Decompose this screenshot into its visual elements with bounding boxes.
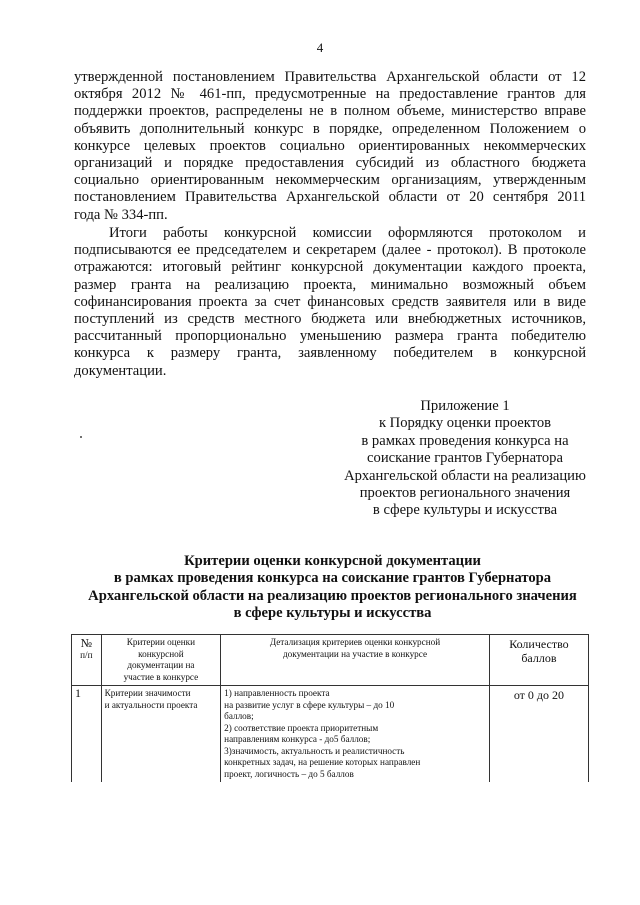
criteria-table (71, 634, 589, 782)
row-details-line: направлениям конкурса - до5 баллов; (224, 734, 371, 744)
body-paragraph-2 (74, 225, 586, 380)
text-line: года № 334-пп. (74, 206, 168, 223)
row-details-line: на развитие услуг в сфере культуры – до 10 (224, 699, 395, 710)
row-score: от 0 до 20 (489, 686, 588, 783)
row-details-line: проект, логичность – до 5 баллов (224, 768, 354, 779)
text-line: рассчитанный пропорционально уменьшению размера гранта победителю (74, 328, 586, 345)
appendix-line: Приложение 1 (420, 398, 510, 414)
row-details-line: 3)значимость, актуальность и реалистичность (224, 745, 405, 756)
header-num-line: п/п (80, 650, 93, 660)
row-criteria-line: Критерии значимости (104, 688, 191, 698)
header-score-line: Количество (509, 637, 569, 651)
row-criteria (101, 686, 221, 783)
scan-speck (80, 436, 82, 438)
text-line: документации. (74, 362, 167, 379)
text-line: отражаются: итоговый рейтинг конкурсной документации каждого проекта, (74, 259, 586, 276)
body-paragraph-1 (74, 69, 586, 224)
appendix-heading (330, 398, 600, 520)
header-score (489, 635, 588, 686)
appendix-line: в рамках проведения конкурса на (361, 432, 569, 449)
text-line: подписываются ее председателем и секретарем (далее - протокол). В протоколе (74, 242, 586, 259)
row-details-line: 2) соответствие проекта приоритетным (224, 722, 379, 733)
appendix-line: Архангельской области на реализацию (344, 467, 586, 484)
title-line: в сфере культуры и искусства (233, 605, 432, 622)
text-line: конкурса к размеру гранта, заявленному победителем в конкурсной (74, 345, 586, 362)
appendix-line: соискание грантов Губернатора (367, 450, 563, 467)
header-details-line: документации на участие в конкурсе (282, 648, 428, 659)
header-num (72, 635, 102, 686)
header-criteria-line: участие в конкурсе (123, 671, 199, 682)
text-line: постановлением Правительства Архангельской области от 20 сентября 2011 (74, 189, 586, 206)
text-line: размер гранта на реализацию проекта, минимально возможный объем (74, 276, 586, 293)
appendix-line: к Порядку оценки проектов (378, 415, 552, 432)
table-header-row (72, 635, 589, 686)
row-details-line: баллов; (224, 711, 254, 721)
row-num: 1 (72, 686, 102, 783)
title-line: Архангельской области на реализацию проектов регионального значения (88, 587, 577, 604)
text-line: октября 2012 № 461-пп, предусмотренные на предоставление грантов для (74, 86, 586, 103)
text-line: поступлений из средств местного бюджета или внебюджетных источников, (74, 311, 586, 328)
title-line: в рамках проведения конкурса на соискание грантов Губернатора (113, 570, 552, 587)
text-line: объявить дополнительный конкурс в порядке, определенном Положением о (74, 120, 586, 137)
appendix-line: в сфере культуры и искусства (372, 502, 558, 519)
header-details-line: Детализация критериев оценки конкурсной (269, 637, 441, 647)
appendix-line: проектов регионального значения (359, 485, 571, 502)
text-line: конкурсе целевых проектов социально ориентированных некоммерческих (74, 137, 586, 154)
header-score-line: баллов (521, 651, 557, 665)
header-details (221, 635, 490, 686)
row-details (221, 686, 490, 783)
row-details-line: 1) направленность проекта (224, 688, 330, 698)
header-num-line: № (80, 636, 93, 650)
text-line: утвержденной постановлением Правительства Архангельской области от 12 (74, 69, 586, 85)
page-number: 4 (316, 40, 324, 55)
title-line: Критерии оценки конкурсной документации (184, 553, 481, 569)
text-line: Итоги работы конкурсной комиссии оформляются протоколом и (109, 225, 586, 241)
text-line: организаций и порядке предоставления субсидий из областного бюджета (74, 155, 586, 172)
header-criteria-line: Критерии оценки (126, 637, 196, 647)
header-criteria (101, 635, 221, 686)
table-row (72, 686, 589, 783)
text-line: софинансирования проекта за счет финансовых средств заявителя или в виде (74, 293, 586, 310)
header-criteria-line: документации на (127, 660, 195, 670)
text-line: поддержки проектов, распределены не в полном объеме, министерство вправе (74, 103, 586, 120)
row-details-line: конкретных задач, на решение которых направлен (224, 757, 421, 767)
text-line: социально ориентированным некоммерческим организациям, утвержденным (74, 172, 586, 189)
document-title (40, 553, 625, 623)
header-criteria-line: конкурсной (138, 648, 184, 659)
row-criteria-line: и актуальности проекта (104, 699, 198, 710)
